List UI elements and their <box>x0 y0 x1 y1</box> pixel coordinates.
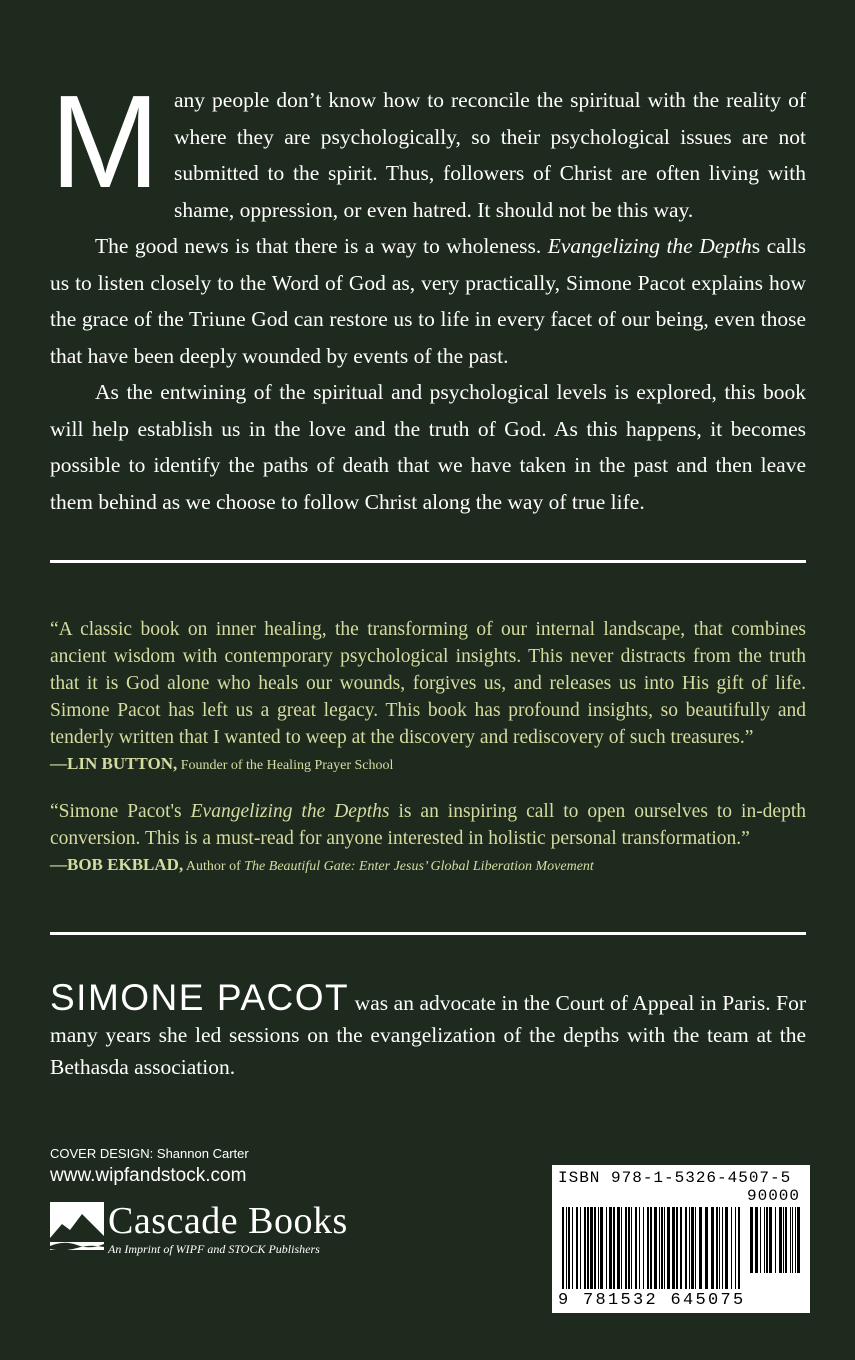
endorser-role: Author of <box>183 859 245 874</box>
barcode-bar <box>572 1207 573 1289</box>
barcode-bar <box>667 1207 670 1289</box>
barcode-bar <box>779 1207 782 1273</box>
barcode-digits: 9 781532 645075 <box>558 1291 746 1310</box>
publisher-subtitle: An Imprint of WIPF and STOCK Publishers <box>108 1242 320 1256</box>
barcode-bar <box>628 1207 630 1289</box>
endorser-name: —LIN BUTTON, <box>50 754 178 773</box>
author-bio <box>50 977 806 1083</box>
endorsement-1-quote: “A classic book on inner healing, the transforming of our internal landscape, that combines ancient wisdom with contemporary psychological insights. This never distracts from the truth that it is God alone who heals our wounds, forgives us, and releases us into His gift of life. Simone Pacot has left us a great legacy. This book has profound insights, so beautifully and tenderly written that I wanted to weep at the discovery and rediscovery of such treasures.” <box>50 619 806 748</box>
book-description <box>50 68 806 520</box>
barcode-bar <box>783 1207 784 1273</box>
barcode-bar <box>797 1207 800 1273</box>
barcode-bar <box>590 1207 593 1289</box>
barcode-bar <box>606 1207 607 1289</box>
barcode-bar <box>722 1207 723 1289</box>
description-paragraph-3: As the entwining of the spiritual and psychological levels is explored, this book will help establish us in the love and the truth of God. As this happens, it becomes possible to identify the paths of death that we have taken in the past and then leave them behind as we choose to follow Christ along the way of true life. <box>50 380 806 514</box>
barcode-bar <box>685 1207 687 1289</box>
barcode-bar <box>766 1207 768 1273</box>
isbn-barcode <box>552 1165 810 1313</box>
barcode-bar <box>650 1207 652 1289</box>
barcode-bar <box>755 1207 758 1273</box>
publisher-name: Cascade Books <box>108 1200 348 1242</box>
barcode-bar <box>621 1207 622 1289</box>
barcode-bar <box>654 1207 657 1289</box>
barcode-bar <box>576 1207 578 1289</box>
mountain-logo-icon <box>50 1202 104 1250</box>
barcode-bar <box>769 1207 772 1273</box>
barcode-bar <box>568 1207 570 1289</box>
barcode-bar <box>672 1207 675 1289</box>
barcode-bar <box>790 1207 791 1273</box>
cover-design-credit: COVER DESIGN: Shannon Carter <box>50 1146 249 1161</box>
barcode-bar <box>691 1207 694 1289</box>
endorser-name: —BOB EKBLAD, <box>50 855 184 874</box>
barcode-bar <box>750 1207 753 1273</box>
barcode-bar <box>625 1207 627 1289</box>
barcode-bar <box>580 1207 581 1289</box>
description-paragraph-1 <box>50 68 806 228</box>
barcode-bar <box>587 1207 589 1289</box>
barcode-bar <box>613 1207 615 1289</box>
quote-book-title: Evangelizing the Depths <box>190 801 390 822</box>
barcode-bar <box>711 1207 714 1289</box>
barcode-bar <box>631 1207 632 1289</box>
addon-barcode <box>750 1207 804 1273</box>
barcode-bar <box>562 1207 564 1289</box>
barcode-bar <box>738 1207 740 1289</box>
barcode-bar <box>680 1207 682 1289</box>
publisher-website: www.wipfandstock.com <box>50 1165 247 1186</box>
barcode-bar <box>647 1207 649 1289</box>
author-name: SIMONE PACOT <box>50 977 350 1018</box>
barcode-bar <box>661 1207 663 1289</box>
barcode-bar <box>695 1207 696 1289</box>
endorsement-1-attribution <box>50 751 806 779</box>
book-title-italic: Evangelizing the Depth <box>547 234 752 258</box>
barcode-bar <box>725 1207 728 1289</box>
barcode-bar <box>760 1207 761 1273</box>
divider-bottom <box>50 932 806 935</box>
endorsement-2 <box>50 798 806 880</box>
barcode-bar <box>598 1207 599 1289</box>
barcode-bar <box>705 1207 708 1289</box>
barcode-bar <box>635 1207 637 1289</box>
quote-text-b: is an inspiring call to open ourselves to in-depth conversion. This is a must-read for anyone interested in holistic personal transformation.” <box>50 801 807 849</box>
endorsement-2-quote <box>50 798 806 852</box>
barcode-bar <box>664 1207 665 1289</box>
quote-text-a: “Simone Pacot's <box>50 801 191 822</box>
barcode-bar <box>617 1207 620 1289</box>
endorsement-1 <box>50 616 806 779</box>
paragraph-2-text-b: s calls us to listen closely to the Word of God as, very practically, Simone Pacot explains how the grace of the Triune God can restore us to life in every facet of our being, even those that have been deeply wounded by events of the past. <box>50 234 806 368</box>
isbn-text: ISBN 978-1-5326-4507-5 <box>558 1169 792 1187</box>
publisher-logo-block <box>50 1202 348 1257</box>
barcode-bar <box>676 1207 678 1289</box>
barcode-bar <box>600 1207 603 1289</box>
paragraph-2-text-a: The good news is that there is a way to wholeness. <box>95 234 548 258</box>
barcode-bar <box>639 1207 640 1289</box>
barcode-bar <box>764 1207 765 1273</box>
barcode-bar <box>594 1207 596 1289</box>
price-code: 90000 <box>746 1187 800 1205</box>
endorser-book-title: The Beautiful Gate: Enter Jesus’ Global Liberation Movement <box>244 859 594 874</box>
barcode-bar <box>689 1207 690 1289</box>
divider-top <box>50 560 806 563</box>
barcode-bar <box>643 1207 644 1289</box>
endorser-role: Founder of the Healing Prayer School <box>177 758 394 773</box>
barcode-bar <box>716 1207 718 1289</box>
barcode-bar <box>795 1207 796 1273</box>
barcode-bar <box>719 1207 720 1289</box>
credits <box>50 1146 249 1187</box>
barcode-bar <box>609 1207 612 1289</box>
barcode-bar <box>785 1207 787 1273</box>
barcode-bar <box>566 1207 567 1289</box>
author-bio-text: was an advocate in the Court of Appeal in Paris. For many years she led sessions on the evangelization of the depths with the team at the Bethasda association. <box>50 991 806 1079</box>
paragraph-1-text: any people don’t know how to reconcile the spiritual with the reality of where they are psychologically, so their psychological issues are not submitted to the spirit. Thus, followers of Christ are often living with shame, oppression, or even hatred. It should not be this way. <box>173 88 806 222</box>
main-barcode <box>562 1207 742 1289</box>
barcode-bar <box>659 1207 660 1289</box>
barcode-bar <box>775 1207 776 1273</box>
endorsement-2-attribution <box>50 852 806 880</box>
barcode-bar <box>735 1207 736 1289</box>
barcode-bar <box>699 1207 702 1289</box>
barcode-bar <box>731 1207 732 1289</box>
drop-cap: M <box>50 68 160 215</box>
barcode-bar <box>584 1207 586 1289</box>
description-paragraph-2 <box>50 228 806 374</box>
barcode-bar <box>792 1207 793 1273</box>
